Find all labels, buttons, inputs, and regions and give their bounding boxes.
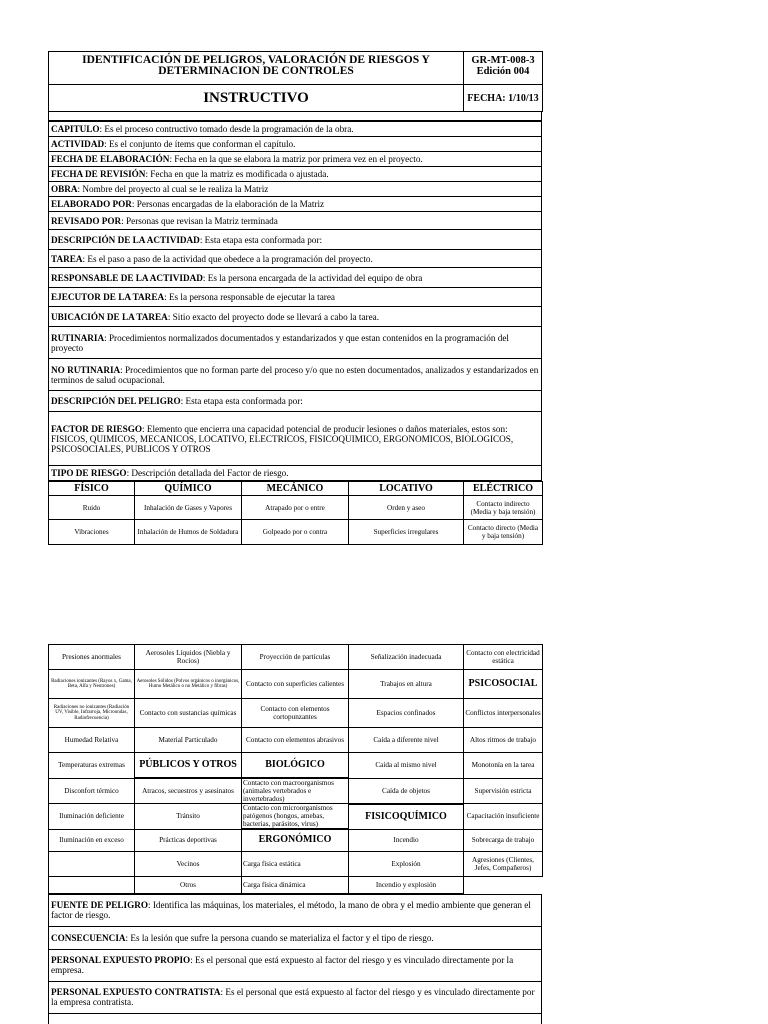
table-cell: Aerosoles Líquidos (Niebla y Rocíos) [135, 645, 242, 670]
table-cell: Vecinos [135, 851, 242, 876]
table-cell: Caída de objetos [349, 778, 464, 804]
header-electrico: ELÉCTRICO [464, 482, 543, 496]
table-cell [49, 851, 135, 876]
table-cell: Monotonía en la tarea [464, 753, 543, 779]
table-cell: Contacto indirecto (Media y baja tensión) [464, 496, 543, 520]
table-row [49, 804, 543, 830]
table-cell: Supervisión estricta [464, 778, 543, 804]
risk-types-grid [48, 644, 543, 894]
table-cell [49, 876, 135, 893]
def-factor-riesgo: FACTOR DE RIESGO: Elemento que encierra una capacidad potencial de producir lesiones o daños materiales, estos son: FISICOS, QUIMICOS, MECANICOS, LOCATIVO, ELECTRICOS, FISICOQUIMICO, ERGONOMICOS, BIOLOGICOS, PSICOSOCIALES, PUBLICOS Y OTROS [49, 412, 542, 466]
table-cell: Conflictos interpersonales [464, 699, 543, 728]
table-cell: Contacto directo (Media y baja tensión) [464, 520, 543, 545]
table-row [49, 876, 543, 893]
def-capitulo: CAPITULO: Es el proceso contructivo tomado desde la programación de la obra. [49, 122, 542, 137]
def-ejecutor-tarea: EJECUTOR DE LA TAREA: Es la persona responsable de ejecutar la tarea [49, 288, 542, 307]
def-fecha-revision: FECHA DE REVISIÓN: Fecha en que la matriz es modificada o ajustada. [49, 167, 542, 182]
table-cell: Iluminación en exceso [49, 829, 135, 851]
table-cell: Contacto con microorganismos patógenos (hongos, amebas, bacterias, parásitos, virus) [242, 804, 349, 830]
code-number: GR-MT-008-3 [471, 55, 535, 66]
table-cell: Incendio [349, 829, 464, 851]
instructivo-page-top [48, 51, 542, 545]
table-cell: Golpeado por o contra [242, 520, 349, 545]
table-cell: Sobrecarga de trabajo [464, 829, 543, 851]
table-cell: Radiaciones ionizantes (Rayos x, Gama, Beta, Alfa y Neutrones) [49, 670, 135, 699]
table-row [49, 520, 543, 545]
def-responsable-actividad: RESPONSABLE DE LA ACTIVIDAD: Es la persona encargada de la actividad del equipo de obra [49, 268, 542, 288]
table-row [49, 778, 543, 804]
table-row [49, 670, 543, 699]
table-cell: Contacto con sustancias químicas [135, 699, 242, 728]
table-cell: Señalización inadecuada [349, 645, 464, 670]
table-cell: Caída a diferente nivel [349, 728, 464, 753]
def-fuente-peligro: FUENTE DE PELIGRO: Identifica las máquinas, los materiales, el método, la mano de obra y el medio ambiente que generan el factor de riesgo. [49, 894, 542, 926]
table-cell: Contacto con macroorganismos (animales vertebrados e invertebrados) [242, 778, 349, 804]
def-fecha-elaboracion: FECHA DE ELABORACIÓN: Fecha en la que se elabora la matriz por primera vez en el proyecto. [49, 152, 542, 167]
document-title [49, 52, 464, 85]
table-cell: Carga física estática [242, 851, 349, 876]
def-descripcion-actividad: DESCRIPCIÓN DE LA ACTIVIDAD: Esta etapa esta conformada por: [49, 230, 542, 250]
def-revisado-por: REVISADO POR: Personas que revisan la Matriz terminada [49, 212, 542, 230]
table-cell: Contacto con electricidad estática [464, 645, 543, 670]
def-elaborado-por: ELABORADO POR: Personas encargadas de la elaboración de la Matriz [49, 197, 542, 212]
table-cell: Orden y aseo [349, 496, 464, 520]
category-psicosocial: PSICOSOCIAL [464, 670, 543, 699]
table-cell: Tránsito [135, 804, 242, 830]
table-cell: Humedad Relativa [49, 728, 135, 753]
risk-types-table [48, 481, 543, 545]
table-cell: Disconfort térmico [49, 778, 135, 804]
table-cell: Caída al mismo nivel [349, 753, 464, 779]
table-cell: Explosión [349, 851, 464, 876]
table-cell: Trabajos en altura [349, 670, 464, 699]
def-rutinaria: RUTINARIA: Procedimientos normalizados documentados y estandarizados y que estan contenidos en la programación del proyecto [49, 327, 542, 359]
def-consecuencia: CONSECUENCIA: Es la lesión que sufre la persona cuando se materializa el factor y el tipo de riesgo. [49, 926, 542, 949]
def-actividad: ACTIVIDAD: Es el conjunto de ítems que conforman el capítulo. [49, 137, 542, 152]
table-cell: Aerosoles Sólidos (Polvos orgánicos o inorgánicos, Humo Metálico o no Metálico y fibras) [135, 670, 242, 699]
document-type: INSTRUCTIVO [49, 85, 464, 112]
table-cell: Otros [135, 876, 242, 893]
spacer-row [49, 1013, 542, 1024]
table-cell: Proyección de partículas [242, 645, 349, 670]
category-fisicoquimico: FISICOQUÍMICO [349, 804, 464, 830]
table-cell: Capacitación insuficiente [464, 804, 543, 830]
header-quimico: QUÍMICO [135, 482, 242, 496]
def-personal-expuesto-contratista: PERSONAL EXPUESTO CONTRATISTA: Es el personal que está expuesto al factor del riesgo y es vinculado directamente por la empresa contratista. [49, 981, 542, 1013]
instructivo-page-continued [48, 644, 542, 1024]
category-ergonomico: ERGONÓMICO [242, 829, 349, 851]
def-descripcion-peligro: DESCRIPCIÓN DEL PELIGRO: Esta etapa esta conformada por: [49, 391, 542, 412]
document-code [464, 52, 543, 85]
edition-number: Edición 004 [476, 66, 530, 77]
table-cell: Incendio y explosión [349, 876, 464, 893]
def-no-rutinaria: NO RUTINARIA: Procedimientos que no forman parte del proceso y/o que no esten documentados, analizados y estandarizados en terminos de salud ocupacional. [49, 359, 542, 391]
document-header [48, 51, 543, 112]
definitions-table-2 [48, 894, 542, 1024]
risk-types-header [49, 482, 543, 496]
category-publicos-y-otros: PÚBLICOS Y OTROS [135, 753, 242, 779]
title-line-2: DETERMINACION DE CONTROLES [158, 65, 354, 77]
table-cell: Material Particulado [135, 728, 242, 753]
table-cell: Iluminación deficiente [49, 804, 135, 830]
table-cell: Ruido [49, 496, 135, 520]
table-cell: Agresiones (Clientes, Jefes, Compañeros) [464, 851, 543, 876]
table-cell: Contacto con elementos abrasivos [242, 728, 349, 753]
def-obra: OBRA: Nombre del proyecto al cual se le realiza la Matriz [49, 182, 542, 197]
table-row [49, 699, 543, 728]
table-cell: Carga física dinámica [242, 876, 349, 893]
header-locativo: LOCATIVO [349, 482, 464, 496]
table-cell: Contacto con elementos cortopunzantes [242, 699, 349, 728]
def-tipo-riesgo: TIPO DE RIESGO: Descripción detallada del Factor de riesgo. [49, 466, 542, 481]
table-row [49, 728, 543, 753]
table-cell: Radiaciones no ionizantes (Radiación UV, Visible, Infrarroja, Microondas, Radiofrecuencia) [49, 699, 135, 728]
table-cell: Altos ritmos de trabajo [464, 728, 543, 753]
table-row [49, 829, 543, 851]
table-row [49, 496, 543, 520]
table-cell: Superficies irregulares [349, 520, 464, 545]
table-cell: Atrapado por o entre [242, 496, 349, 520]
table-cell: Atracos, secuestros y asesinatos [135, 778, 242, 804]
def-ubicacion-tarea: UBICACIÓN DE LA TAREA: Sitio exacto del proyecto dode se llevará a cabo la tarea. [49, 307, 542, 327]
table-cell: Inhalación de Gases y Vapores [135, 496, 242, 520]
table-cell: Espacios confinados [349, 699, 464, 728]
header-fisico: FÍSICO [49, 482, 135, 496]
definitions-table [48, 121, 542, 481]
table-cell: Prácticas deportivas [135, 829, 242, 851]
spacer [48, 112, 542, 121]
header-mecanico: MECÁNICO [242, 482, 349, 496]
table-cell: Contacto con superficies calientes [242, 670, 349, 699]
table-cell: Presiones anormales [49, 645, 135, 670]
document-date: FECHA: 1/10/13 [464, 85, 543, 112]
table-cell [464, 876, 543, 893]
table-cell: Inhalación de Humos de Soldadura [135, 520, 242, 545]
table-row [49, 753, 543, 779]
def-personal-expuesto-propio: PERSONAL EXPUESTO PROPIO: Es el personal que está expuesto al factor del riesgo y es vinculado directamente por la empresa. [49, 949, 542, 981]
title-line-1: IDENTIFICACIÓN DE PELIGROS, VALORACIÓN DE RIESGOS Y [82, 54, 430, 66]
table-row [49, 645, 543, 670]
category-biologico: BIOLÓGICO [242, 753, 349, 779]
table-row [49, 851, 543, 876]
table-cell: Vibraciones [49, 520, 135, 545]
def-tarea: TAREA: Es el paso a paso de la actividad que obedece a la programación del proyecto. [49, 250, 542, 268]
table-cell: Temperaturas extremas [49, 753, 135, 779]
